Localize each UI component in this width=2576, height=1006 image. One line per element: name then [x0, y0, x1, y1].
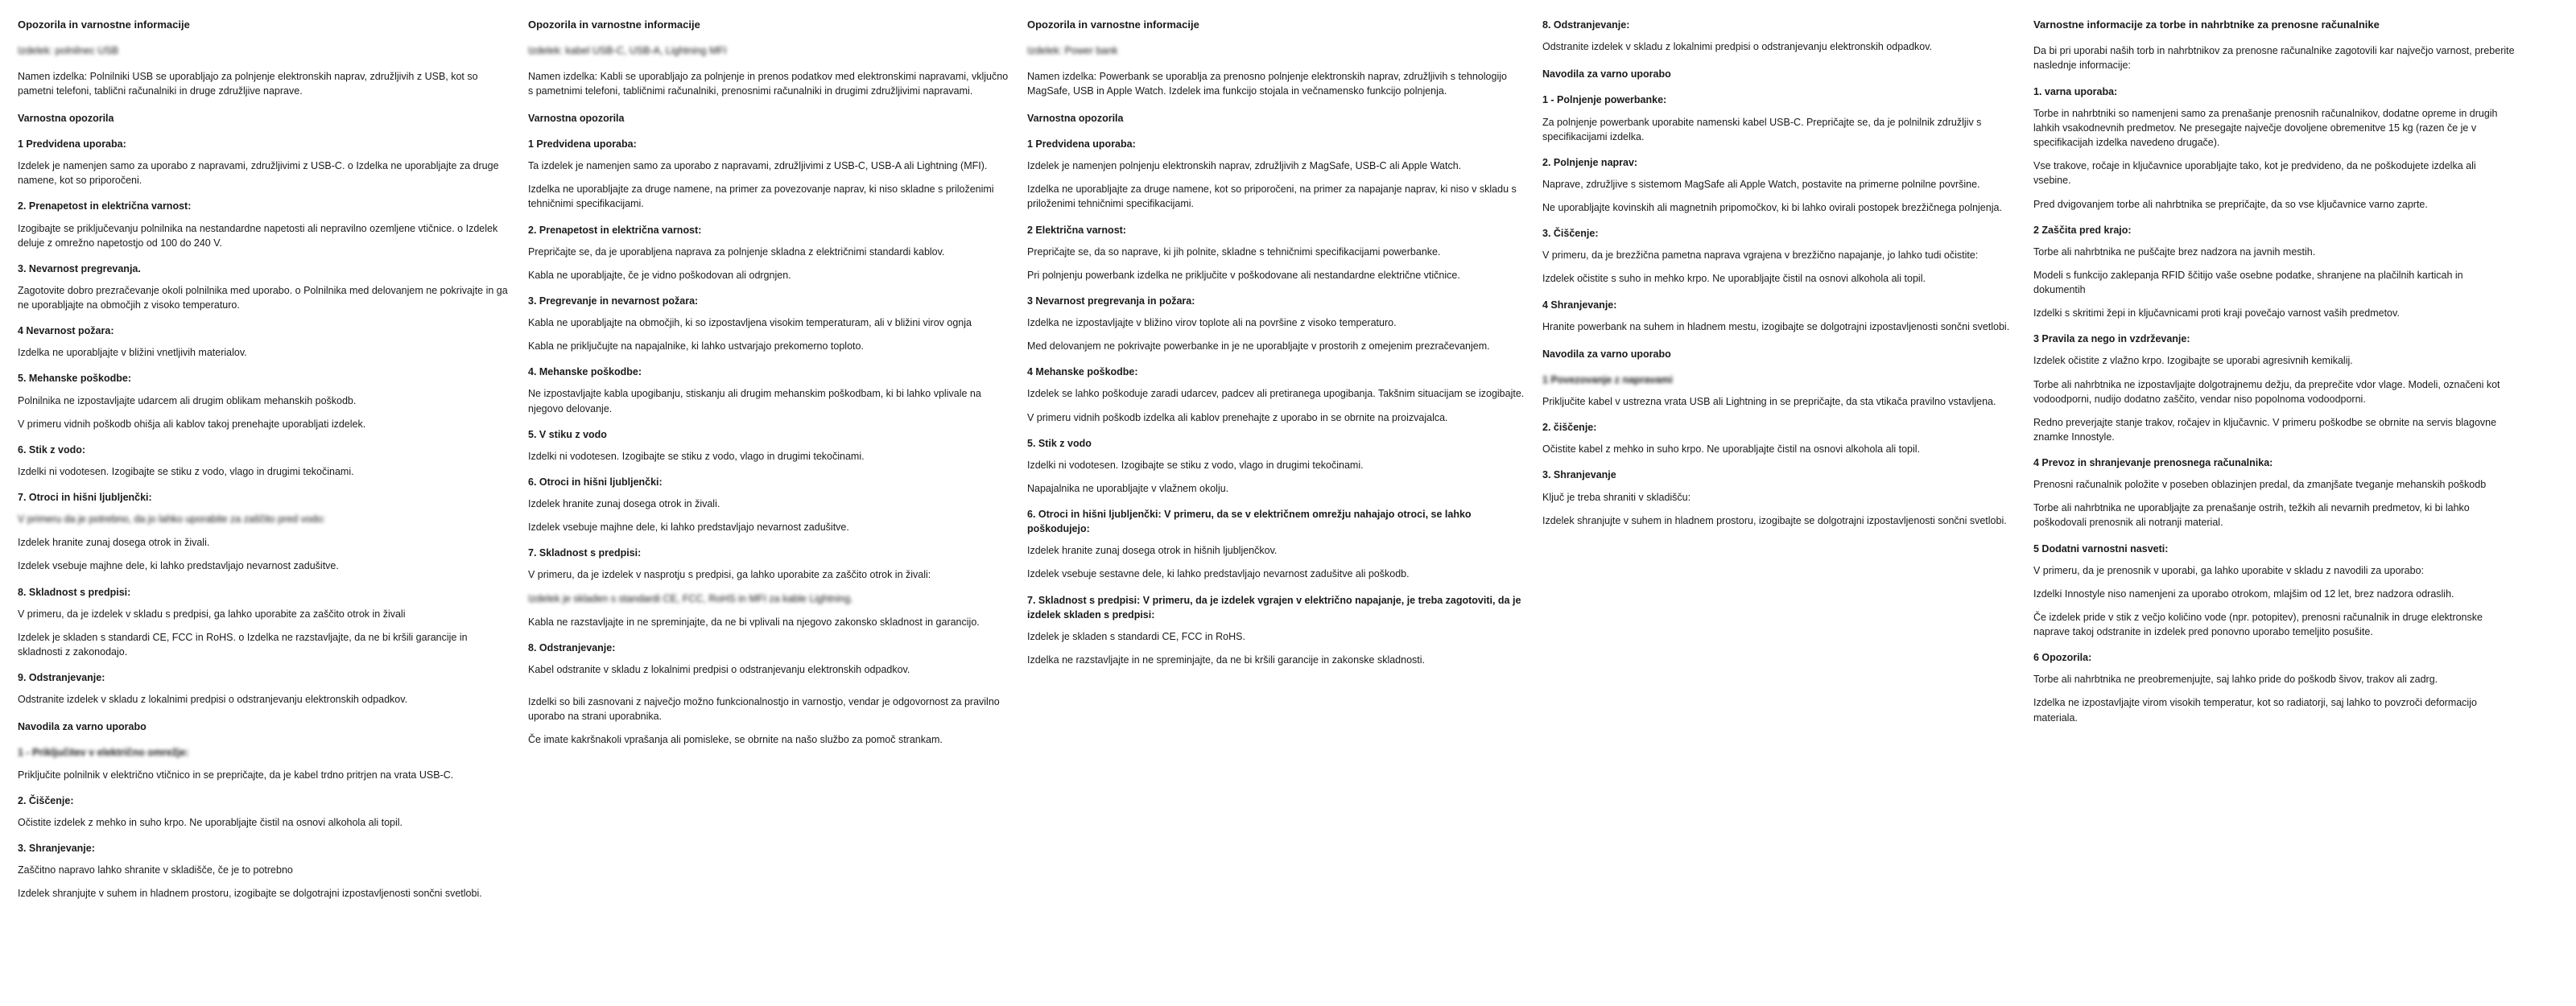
c5-item-4-head: 4 Prevoz in shranjevanje prenosnega računalnika: [2033, 457, 2273, 469]
c1-item-4-head: 4 Nevarnost požara: [18, 325, 114, 337]
c3-item-5-body-2: Napajalnika ne uporabljajte v vlažnem okolju. [1027, 482, 1229, 494]
c2-item-1-body-2: Izdelka ne uporabljajte za druge namene, na primer za povezovanje naprav, ki niso skladne s priloženimi tehničnimi specifikacijami. [528, 183, 994, 210]
c2-footer-2: Če imate kakršnakoli vprašanja ali pomisleke, se obrnite na našo službo za pomoč strankam. [528, 734, 943, 746]
c3-item-4-body-2: V primeru vidnih poškodb izdelka ali kablov prenehajte z uporabo in se obrnite na proizvajalca. [1027, 411, 1448, 423]
c3-item-2-body-2: Pri polnjenju powerbank izdelka ne priključite v poškodovane ali nestandardne električne vtičnice. [1027, 269, 1460, 281]
column-1-usage-head: Navodila za varno uporabo [18, 721, 147, 733]
c2-item-6-head: 6. Otroci in hišni ljubljenčki: [528, 476, 663, 488]
c4-usage-2-body-1: Naprave, združljive s sistemom MagSafe ali Apple Watch, postavite na primerne polnilne površine. [1542, 178, 1980, 190]
c1-usage-1-head-text: 1 - Priključitev v električno omrežje: [18, 747, 189, 759]
c4-item-8-body-1: Odstranite izdelek v skladu z lokalnimi predpisi o odstranjevanju elektronskih odpadkov. [1542, 41, 1933, 53]
column-2-product-label [528, 43, 1009, 58]
c3-item-6-body-2: Izdelek vsebuje sestavne dele, ki lahko predstavljajo nevarnost zadušitve ali poškodb. [1027, 568, 1410, 580]
c4-usage2-1-head [1542, 373, 2016, 387]
c1-item-2-head: 2. Prenapetost in električna varnost: [18, 200, 192, 212]
product-label-text: Izdelek: polnilnec USB [18, 44, 119, 56]
c2-item-5-head: 5. V stiku z vodo [528, 428, 607, 440]
document-column-1 [13, 18, 528, 909]
c5-item-2-body-2: Modeli s funkcijo zaklepanja RFID ščitijo vaše osebne podatke, shranjene na plačilnih karticah in dokumentih [2033, 269, 2463, 296]
c1-usage-2-body-1: Očistite izdelek z mehko in suho krpo. Ne uporabljajte čistil na osnovi alkohola ali topil. [18, 816, 403, 828]
c3-item-3-head: 3 Nevarnost pregrevanja in požara: [1027, 295, 1195, 307]
c4-usage-1-head: 1 - Polnjenje powerbanke: [1542, 94, 1667, 106]
c3-item-6-head: 6. Otroci in hišni ljubljenčki: V primeru, da se v električnem omrežju nahajajo otroci, se lahko poškodujejo: [1027, 509, 1472, 535]
c4-usage2-3-body-2: Izdelek shranjujte v suhem in hladnem prostoru, izogibajte se dolgotrajni izpostavljenosti sončni svetlobi. [1542, 514, 2007, 526]
c5-item-6-head: 6 Opozorila: [2033, 652, 2092, 664]
c2-item-7-body-2-text: Izdelek je skladen s standardi CE, FCC, RoHS in MFI za kable Lightning. [528, 592, 853, 604]
c5-item-1-body-2: Vse trakove, ročaje in ključavnice uporabljajte tako, kot je predvideno, da ne poškodujete izdelka ali vsebine. [2033, 160, 2476, 187]
c5-item-6-body-2: Izdelka ne izpostavljajte virom visokih temperatur, kot so radiatorji, saj lahko to povzroči deformacijo materiala. [2033, 697, 2477, 724]
c5-item-1-body-1: Torbe in nahrbtniki so namenjeni samo za prenašanje prenosnih računalnikov, dodatne opreme in drugih lahkih vsakodnevnih predmetov. Ne presegajte največje dovoljene obremenitve 15 kg (razen če je v specifikacijah izdelka navedeno drugače). [2033, 107, 2498, 149]
c1-usage-2-head: 2. Čiščenje: [18, 794, 74, 806]
c3-item-7-head: 7. Skladnost s predpisi: V primeru, da je izdelek vgrajen v električno napajanje, je treba zagotoviti, da je izdelek skladen s predpisi: [1027, 594, 1521, 621]
c5-item-5-body-1: V primeru, da je prenosnik v uporabi, ga lahko uporabite v skladu z navodili za uporabo: [2033, 564, 2425, 576]
c2-item-2-head: 2. Prenapetost in električna varnost: [528, 224, 702, 236]
column-4-usage-head-2: Navodila za varno uporabo [1542, 348, 1671, 360]
c3-item-1-head: 1 Predvidena uporaba: [1027, 138, 1136, 150]
c2-item-5-body-1: Izdelki ni vodotesen. Izogibajte se stiku z vodo, vlago in drugimi tekočinami. [528, 450, 865, 462]
c3-item-3-body-2: Med delovanjem ne pokrivajte powerbanke in je ne uporabljajte v prostorih z omejenim prezračevanjem. [1027, 340, 1490, 353]
c4-usage2-2-head: 2. čiščenje: [1542, 422, 1597, 434]
c3-item-2-body-1: Prepričajte se, da so naprave, ki jih polnite, skladne s tehničnimi specifikacijami powerbanke. [1027, 245, 1441, 258]
c4-usage-2-head: 2. Polnjenje naprav: [1542, 156, 1638, 168]
c4-usage2-1-body-1: Priključite kabel v ustrezna vrata USB ali Lightning in se prepričajte, da sta vtikača pravilno vstavljena. [1542, 396, 1996, 407]
c4-usage-3-head: 3. Čiščenje: [1542, 228, 1599, 240]
c1-item-3-body-1: Zagotovite dobro prezračevanje okoli polnilnika med uporabo. o Polnilnika med delovanjem ne pokrivajte in ga ne uporabljajte na območjih z visoko temperaturo. [18, 284, 508, 311]
c1-item-7-head: 7. Otroci in hišni ljubljenčki: [18, 492, 152, 504]
c1-usage-3-head: 3. Shranjevanje: [18, 842, 95, 854]
c1-item-7-body-1 [18, 512, 510, 526]
c5-item-2-body-1: Torbe ali nahrbtnika ne puščajte brez nadzora na javnih mestih. [2033, 245, 2316, 258]
c2-item-3-body-2: Kabla ne priključujte na napajalnike, ki lahko ustvarjajo prekomerno toploto. [528, 340, 864, 353]
c3-item-2-head: 2 Električna varnost: [1027, 224, 1126, 236]
product-label-text: Izdelek: kabel USB-C, USB-A, Lightning MFI [528, 44, 727, 56]
c2-item-3-body-1: Kabla ne uporabljajte na območjih, ki so izpostavljena visokim temperaturam, ali v bližini virov ognja [528, 317, 972, 329]
c2-item-2-body-2: Kabla ne uporabljajte, če je vidno poškodovan ali odrgnjen. [528, 269, 791, 281]
c1-item-5-body-2: V primeru vidnih poškodb ohišja ali kablov takoj prenehajte uporabljati izdelek. [18, 418, 366, 430]
column-5-title: Varnostne informacije za torbe in nahrbtnike za prenosne računalnike [2033, 19, 2380, 31]
c1-item-7-body-1-text: V primeru da je potrebno, da jo lahko uporabite za zaščito pred vodo: [18, 513, 326, 526]
c2-item-7-body-3: Kabla ne razstavljajte in ne spreminjajte, da ne bi vplivali na njegovo zakonsko skladnost in garancijo. [528, 616, 980, 628]
c3-item-7-body-2: Izdelka ne razstavljajte in ne spreminjajte, da ne bi kršili garancije in zakonske skladnosti. [1027, 653, 1426, 666]
c3-item-1-body-2: Izdelka ne uporabljajte za druge namene, kot so priporočeni, na primer za napajanje naprav, ki niso v skladu s priloženimi tehničnimi specifikacijami. [1027, 183, 1517, 210]
c2-item-8-head: 8. Odstranjevanje: [528, 641, 616, 653]
c1-item-6-head: 6. Stik z vodo: [18, 443, 86, 456]
c5-item-4-body-1: Prenosni računalnik položite v poseben oblazinjen predal, da zmanjšate tveganje mehanskih poškodb [2033, 479, 2487, 491]
c1-item-3-head: 3. Nevarnost pregrevanja. [18, 262, 141, 274]
c4-usage2-3-head: 3. Shranjevanje [1542, 469, 1616, 481]
column-3-purpose: Namen izdelka: Powerbank se uporablja za prenosno polnjenje elektronskih naprav, združljivih s tehnologijo MagSafe, USB in Apple Watch. Izdelek ima funkcijo stojala in večnamensko funkcijo polnjenja. [1027, 70, 1507, 97]
document-column-3 [1027, 18, 1542, 676]
c4-usage2-2-body-1: Očistite kabel z mehko in suho krpo. Ne uporabljajte čistil na osnovi alkohola ali topil. [1542, 443, 1920, 456]
c5-item-5-body-3: Če izdelek pride v stik z večjo količino vode (npr. potopitev), prenosni računalnik in druge elektronske naprave takoj odstranite in izdelek pred ponovno uporabo temeljito posušite. [2033, 611, 2483, 638]
c5-item-2-body-3: Izdelki s skritimi žepi in ključavnicami proti kraji povečajo varnost vaših predmetov. [2033, 307, 2400, 320]
column-2-purpose: Namen izdelka: Kabli se uporabljajo za polnjenje in prenos podatkov med elektronskimi napravami, vključno s pametnimi telefoni, tabličnimi računalniki, prenosnimi računalniki in drugimi združljivimi napravami. [528, 70, 1009, 97]
c5-item-5-body-2: Izdelki Innostyle niso namenjeni za uporabo otrokom, mlajšim od 12 let, brez nadzora odraslih. [2033, 588, 2454, 600]
column-1-title: Opozorila in varnostne informacije [18, 19, 190, 31]
column-1-purpose: Namen izdelka: Polnilniki USB se uporabljajo za polnjenje elektronskih naprav, združljivih z USB, kot so pametni telefoni, tablični računalniki in druge združljive naprave. [18, 70, 478, 97]
c1-item-1-head: 1 Predvidena uporaba: [18, 138, 126, 150]
c1-usage-1-head [18, 745, 510, 760]
c5-item-3-body-2: Torbe ali nahrbtnika ne izpostavljajte dolgotrajnemu dežju, da preprečite vdor vlage. Modeli, označeni kot vodoodporni, nudijo dodatno zaščito, vendar niso popolnoma vodoodporni. [2033, 378, 2500, 405]
c1-item-4-body-1: Izdelka ne uporabljajte v bližini vnetljivih materialov. [18, 347, 247, 359]
column-2-title: Opozorila in varnostne informacije [528, 19, 700, 31]
c1-item-9-head: 9. Odstranjevanje: [18, 672, 105, 684]
c4-item-8-head: 8. Odstranjevanje: [1542, 19, 1630, 31]
c4-usage-3-body-2: Izdelek očistite s suho in mehko krpo. Ne uporabljajte čistil na osnovi alkohola ali topil. [1542, 273, 1926, 285]
c5-item-5-head: 5 Dodatni varnostni nasveti: [2033, 542, 2169, 555]
c2-item-4-body-1: Ne izpostavljajte kabla upogibanju, stiskanju ali drugim mehanskim poškodbam, ki bi lahko vplivale na njegovo delovanje. [528, 388, 981, 414]
c5-item-3-body-3: Redno preverjajte stanje trakov, ročajev in ključavnic. V primeru poškodbe se obrnite na servis blagovne znamke Innostyle. [2033, 416, 2497, 443]
c5-item-4-body-2: Torbe ali nahrbtnika ne uporabljajte za prenašanje ostrih, težkih ali nevarnih predmetov, ki bi lahko poškodovali prenosnik ali notranji material. [2033, 502, 2470, 529]
column-3-warnings-head: Varnostna opozorila [1027, 112, 1124, 124]
c1-usage-1-body-1: Priključite polnilnik v električno vtičnico in se prepričajte, da je kabel trdno pritrjen na vrata USB-C. [18, 769, 454, 781]
c4-usage2-3-body-1: Ključ je treba shraniti v skladišču: [1542, 491, 1691, 503]
c2-item-7-head: 7. Skladnost s predpisi: [528, 547, 642, 559]
c1-item-5-head: 5. Mehanske poškodbe: [18, 373, 132, 385]
column-2-warnings-head: Varnostna opozorila [528, 112, 625, 124]
column-5-intro: Da bi pri uporabi naših torb in nahrbtnikov za prenosne računalnike zagotovili kar največjo varnost, preberite naslednje informacije: [2033, 44, 2515, 71]
c2-footer-1: Izdelki so bili zasnovani z največjo možno funkcionalnostjo in varnostjo, vendar je odgovornost za pravilno uporabo na strani uporabnika. [528, 696, 1000, 723]
c2-item-1-body-1: Ta izdelek je namenjen samo za uporabo z napravami, združljivimi z USB-C, USB-A ali Lightning (MFI). [528, 160, 988, 172]
c1-usage-3-body-2: Izdelek shranjujte v suhem in hladnem prostoru, izogibajte se dolgotrajni izpostavljenosti sončni svetlobi. [18, 888, 482, 900]
document-column-2 [528, 18, 1027, 756]
c1-item-6-body-1: Izdelki ni vodotesen. Izogibajte se stiku z vodo, vlago in drugimi tekočinami. [18, 465, 354, 477]
c4-usage-4-body-1: Hranite powerbank na suhem in hladnem mestu, izogibajte se dolgotrajni izpostavljenosti sončni svetlobi. [1542, 320, 2010, 332]
c2-item-6-body-1: Izdelek hranite zunaj dosega otrok in živali. [528, 498, 720, 510]
c5-item-1-head: 1. varna uporaba: [2033, 85, 2118, 97]
c4-usage-4-head: 4 Shranjevanje: [1542, 299, 1617, 311]
c4-usage2-1-head-text: 1 Povezovanje z napravami [1542, 373, 1673, 385]
c3-item-7-body-1: Izdelek je skladen s standardi CE, FCC in RoHS. [1027, 630, 1245, 642]
c5-item-1-body-3: Pred dvigovanjem torbe ali nahrbtnika se prepričajte, da so vse ključavnice varno zaprte. [2033, 198, 2428, 210]
column-1-product-label [18, 43, 510, 58]
c3-item-1-body-1: Izdelek je namenjen polnjenju elektronskih naprav, združljivih z MagSafe, USB-C ali Apple Watch. [1027, 160, 1462, 172]
c2-item-6-body-2: Izdelek vsebuje majhne dele, ki lahko predstavljajo nevarnost zadušitve. [528, 522, 849, 534]
c1-item-7-body-2: Izdelek hranite zunaj dosega otrok in živali. [18, 537, 210, 549]
c5-item-6-body-1: Torbe ali nahrbtnika ne preobremenjujte, saj lahko pride do poškodb šivov, trakov ali zadrg. [2033, 674, 2438, 686]
c2-item-2-body-1: Prepričajte se, da je uporabljena naprava za polnjenje skladna z električnimi standardi kablov. [528, 245, 945, 258]
c1-item-7-body-3: Izdelek vsebuje majhne dele, ki lahko predstavljajo nevarnost zadušitve. [18, 560, 339, 572]
c1-item-2-body-1: Izogibajte se priključevanju polnilnika na nestandardne napetosti ali nepravilno ozemljene vtičnice. o Izdelek deluje z omrežno napetostjo od 100 do 240 V. [18, 222, 498, 249]
c2-item-7-body-1: V primeru, da je izdelek v nasprotju s predpisi, ga lahko uporabite za zaščito otrok in živali: [528, 569, 931, 581]
c3-item-5-head: 5. Stik z vodo [1027, 437, 1092, 449]
c3-item-4-head: 4 Mehanske poškodbe: [1027, 366, 1138, 378]
c2-item-8-body-1: Kabel odstranite v skladu z lokalnimi predpisi o odstranjevanju elektronskih odpadkov. [528, 663, 910, 675]
c4-usage-1-body-1: Za polnjenje powerbank uporabite namenski kabel USB-C. Prepričajte se, da je polnilnik združljiv s specifikacijami izdelka. [1542, 116, 1982, 142]
c2-item-7-body-2 [528, 592, 1009, 606]
product-label-text: Izdelek: Power bank [1027, 44, 1118, 56]
c1-item-9-body-1: Odstranite izdelek v skladu z lokalnimi predpisi o odstranjevanju elektronskih odpadkov. [18, 694, 408, 706]
c1-item-5-body-1: Polnilnika ne izpostavljajte udarcem ali drugim oblikam mehanskih poškodb. [18, 394, 357, 406]
c1-item-8-body-1: V primeru, da je izdelek v skladu s predpisi, ga lahko uporabite za zaščito otrok in živali [18, 608, 406, 620]
document-column-4 [1542, 18, 2033, 537]
c5-item-2-head: 2 Zaščita pred krajo: [2033, 224, 2132, 236]
c5-item-3-head: 3 Pravila za nego in vzdrževanje: [2033, 333, 2190, 345]
c2-item-1-head: 1 Predvidena uporaba: [528, 138, 637, 150]
c3-item-5-body-1: Izdelki ni vodotesen. Izogibajte se stiku z vodo, vlago in drugimi tekočinami. [1027, 459, 1364, 471]
c3-item-4-body-1: Izdelek se lahko poškoduje zaradi udarcev, padcev ali pretiranega upogibanja. Takšnim situacijam se izogibajte. [1027, 388, 1525, 400]
c2-item-3-head: 3. Pregrevanje in nevarnost požara: [528, 295, 699, 307]
c1-item-1-body-1: Izdelek je namenjen samo za uporabo z napravami, združljivimi z USB-C. o Izdelka ne uporabljajte za druge namene, kot so priporočeni. [18, 160, 499, 187]
c5-item-3-body-1: Izdelek očistite z vlažno krpo. Izogibajte se uporabi agresivnih kemikalij. [2033, 355, 2353, 367]
document-column-5 [2033, 18, 2533, 734]
c1-item-8-body-2: Izdelek je skladen s standardi CE, FCC in RoHS. o Izdelka ne razstavljajte, da ne bi kršili garancije in skladnosti z zakonodajo. [18, 631, 468, 658]
c3-item-6-body-1: Izdelek hranite zunaj dosega otrok in hišnih ljubljenčkov. [1027, 545, 1278, 557]
column-3-product-label [1027, 43, 1525, 58]
c3-item-3-body-1: Izdelka ne izpostavljajte v bližino virov toplote ali na površine z visoko temperaturo. [1027, 317, 1397, 329]
column-3-title: Opozorila in varnostne informacije [1027, 19, 1199, 31]
c4-usage-2-body-2: Ne uporabljajte kovinskih ali magnetnih pripomočkov, ki bi lahko ovirali postopek brezžičnega polnjenja. [1542, 202, 2002, 213]
c1-usage-3-body-1: Zaščitno napravo lahko shranite v skladišče, če je to potrebno [18, 864, 293, 876]
c1-item-8-head: 8. Skladnost s predpisi: [18, 586, 131, 598]
column-1-warnings-head: Varnostna opozorila [18, 112, 114, 124]
column-4-usage-head: Navodila za varno uporabo [1542, 68, 1671, 80]
c2-item-4-head: 4. Mehanske poškodbe: [528, 366, 642, 378]
c4-usage-3-body-1: V primeru, da je brezžična pametna naprava vgrajena v brezžično napajanje, jo lahko tudi očistite: [1542, 249, 1979, 262]
